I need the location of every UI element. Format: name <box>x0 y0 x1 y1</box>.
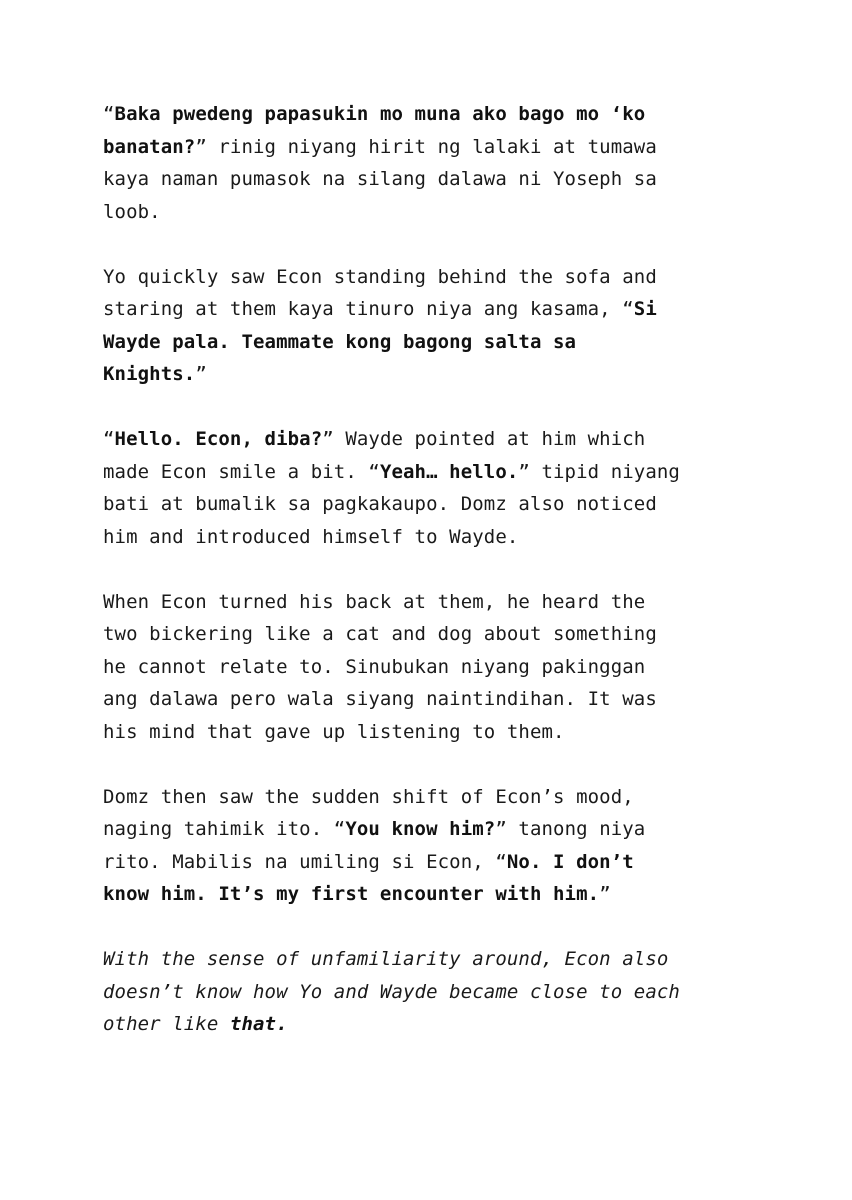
dialogue-text: You know him? <box>345 818 496 840</box>
dialogue-text: Si <box>633 298 657 320</box>
narration-text: ” <box>599 883 611 905</box>
narration-text: ” <box>195 363 207 385</box>
text-line <box>103 196 763 229</box>
narration-text: With the sense of unfamiliarity around, Econ also <box>103 948 669 970</box>
narration-text: ” Wayde pointed at him which <box>322 428 646 450</box>
text-line <box>103 1008 763 1041</box>
text-line <box>103 813 763 846</box>
paragraph <box>103 943 763 1041</box>
paragraph <box>103 261 763 391</box>
narration-text: Yo quickly saw Econ standing behind the sofa and <box>103 265 657 288</box>
dialogue-text: Baka pwedeng papasukin mo muna ako bago mo ‘ko <box>114 103 646 125</box>
dialogue-text: Knights. <box>103 363 196 385</box>
text-line <box>103 716 763 749</box>
text-line <box>103 488 763 521</box>
text-line <box>103 326 763 359</box>
story-text <box>103 98 763 1073</box>
text-line <box>103 976 763 1009</box>
narration-text: doesn’t know how Yo and Wayde became close to each <box>103 980 680 1003</box>
paragraph <box>103 586 763 749</box>
narration-text: ang dalawa pero wala siyang naintindihan. It was <box>103 688 657 710</box>
text-line <box>103 261 763 294</box>
narration-text: staring at them kaya tinuro niya ang kasama, “ <box>103 298 634 320</box>
narration-text: “ <box>103 103 115 125</box>
narration-text: ” rinig niyang hirit ng lalaki at tumawa <box>195 135 657 158</box>
text-line <box>103 618 763 651</box>
narration-text: other like <box>103 1013 230 1035</box>
dialogue-text: Hello. Econ, diba? <box>114 428 323 450</box>
paragraph <box>103 98 763 228</box>
narration-text: “ <box>103 428 115 450</box>
dialogue-text: know him. It’s my first encounter with him. <box>103 883 600 905</box>
text-line <box>103 131 763 164</box>
dialogue-text: banatan? <box>103 135 196 158</box>
narration-text: ” tipid niyang <box>518 460 680 483</box>
text-line <box>103 943 763 976</box>
narration-text: two bickering like a cat and dog about something <box>103 623 657 645</box>
narration-text: he cannot relate to. Sinubukan niyang pakinggan <box>103 655 646 678</box>
text-line <box>103 683 763 716</box>
narration-text: When Econ turned his back at them, he heard the <box>103 590 646 613</box>
text-line <box>103 163 763 196</box>
narration-text: his mind that gave up listening to them. <box>103 720 565 743</box>
narration-text: naging tahimik ito. “ <box>103 818 346 840</box>
narration-text: him and introduced himself to Wayde. <box>103 525 519 548</box>
dialogue-text: that. <box>229 1013 288 1035</box>
narration-text: made Econ smile a bit. “ <box>103 460 380 483</box>
paragraph <box>103 423 763 553</box>
text-line <box>103 456 763 489</box>
text-line <box>103 651 763 684</box>
paragraph <box>103 781 763 911</box>
dialogue-text: Yeah… hello. <box>379 460 519 483</box>
dialogue-text: No. I don’t <box>506 850 634 873</box>
narration-text: ” tanong niya <box>495 818 646 840</box>
narration-text: bati at bumalik sa pagkakaupo. Domz also noticed <box>103 493 657 515</box>
narration-text: Domz then saw the sudden shift of Econ’s mood, <box>103 785 634 808</box>
text-line <box>103 846 763 879</box>
narration-text: rito. Mabilis na umiling si Econ, “ <box>103 850 507 873</box>
text-line <box>103 98 763 131</box>
narration-text: kaya naman pumasok na silang dalawa ni Yoseph sa <box>103 168 657 190</box>
text-line <box>103 293 763 326</box>
text-line <box>103 586 763 619</box>
text-line <box>103 521 763 554</box>
text-line <box>103 358 763 391</box>
text-line <box>103 878 763 911</box>
text-line <box>103 423 763 456</box>
dialogue-text: Wayde pala. Teammate kong bagong salta sa <box>103 330 577 353</box>
narration-text: loob. <box>103 200 161 223</box>
text-line <box>103 781 763 814</box>
